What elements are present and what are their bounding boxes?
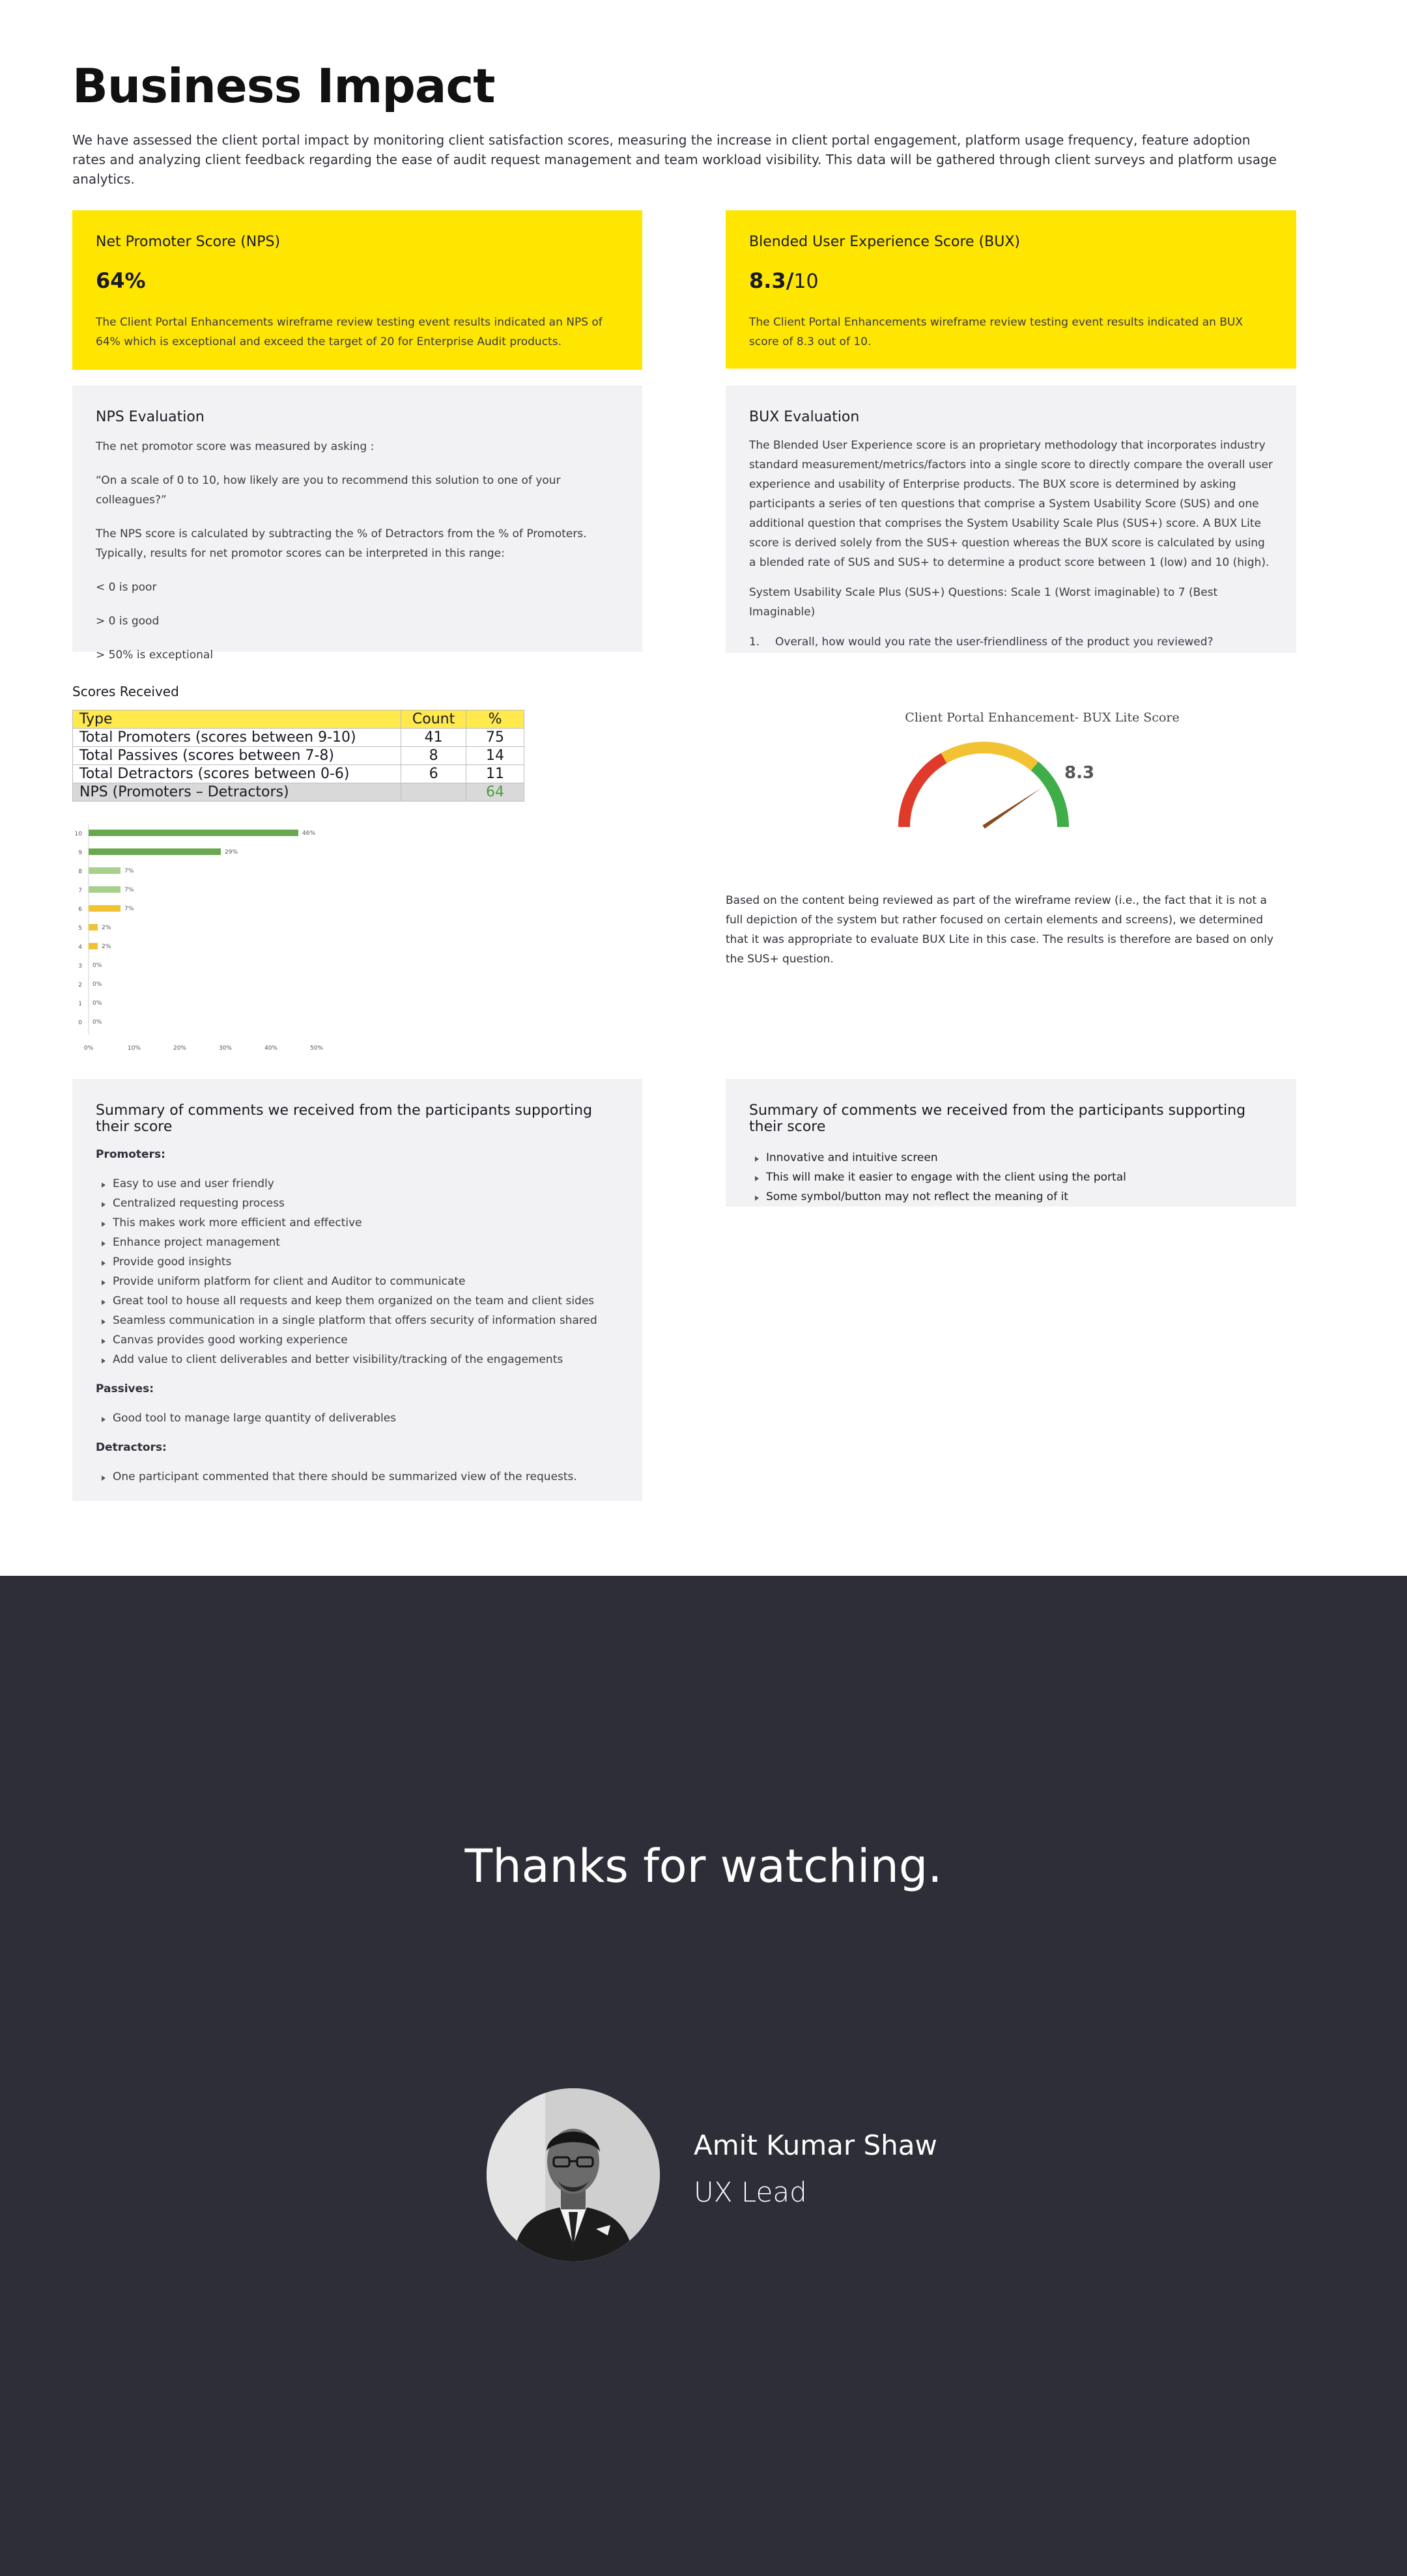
row-type: Total Detractors (scores between 0-6) — [73, 765, 401, 783]
thanks-footer — [0, 1576, 1407, 2576]
chart-data-label: 7% — [124, 887, 134, 893]
chart-category-label: 6 — [78, 906, 82, 913]
passives-label: Passives: — [96, 1382, 154, 1395]
scores-received-title: Scores Received — [72, 684, 179, 699]
chart-bar — [89, 905, 121, 912]
chart-category-label: 7 — [78, 888, 82, 894]
chart-data-label: 0% — [92, 1000, 102, 1007]
row-count: 6 — [401, 765, 466, 783]
bux-lite-note: Based on the content being reviewed as part of the wireframe review (i.e., the fact that it is not a full depiction of the system but rather focused on certain elements and screens), we determined that it was appropriate to evaluate BUX Lite in this case. The results is therefore are based on only the SUS+ question. — [726, 894, 1274, 966]
chart-bar — [89, 943, 98, 949]
chart-category-label: 8 — [78, 869, 82, 875]
sus-question-list — [749, 632, 1273, 652]
chart-tick-label: 30% — [218, 1045, 233, 1052]
row-type: Total Passives (scores between 7-8) — [73, 747, 401, 765]
nps-evaluation-card — [72, 385, 642, 662]
nps-eval-p2: “On a scale of 0 to 10, how likely are you to recommend this solution to one of your colleagues?” — [96, 474, 561, 507]
passive-comment: Good tool to manage large quantity of deliverables — [96, 1408, 619, 1428]
chart-category-label: 4 — [78, 944, 82, 951]
bux-eval-p1: The Blended User Experience score is an proprietary methodology that incorporates industry standard measurement/metrics/factors into a single score to directly compare the overall user experience and usability of Enterprise products. The BUX score is determined by asking participants a series of ten questions that comprise a System Usability Score (SUS) and one additional question that comprises the System Usability Scale Plus (SUS+) score. A BUX Lite score is derived solely from the SUS+ question whereas the BUX score is calculated by using a blended rate of SUS and SUS+ to determine a product score between 1 (low) and 10 (high). — [749, 439, 1273, 569]
promoters-label: Promoters: — [96, 1148, 165, 1161]
promoter-comment: Enhance project management — [96, 1233, 619, 1252]
gauge-band — [1034, 766, 1063, 827]
gauge-title: Client Portal Enhancement- BUX Lite Score — [905, 710, 1180, 725]
detractors-label: Detractors: — [96, 1441, 167, 1454]
promoter-comment: Centralized requesting process — [96, 1194, 619, 1213]
gauge-value-label: 8.3 — [1064, 763, 1095, 783]
table-row — [73, 747, 524, 765]
bux-comment: Innovative and intuitive screen — [749, 1148, 1273, 1168]
header-count: Count — [401, 710, 466, 729]
promoter-comment: Provide uniform platform for client and Auditor to communicate — [96, 1272, 619, 1291]
nps-card-heading: Net Promoter Score (NPS) — [96, 234, 281, 250]
nps-eval-p1: The net promotor score was measured by asking : — [96, 440, 375, 453]
person-name: Amit Kumar Shaw — [694, 2129, 937, 2161]
score-distribution-chart — [65, 824, 352, 1052]
nps-comments-heading: Summary of comments we received from the participants supporting their score — [96, 1102, 593, 1135]
promoter-comment: Provide good insights — [96, 1252, 619, 1272]
bux-comments-heading: Summary of comments we received from the participants supporting their score — [749, 1102, 1246, 1135]
scores-header-row — [73, 710, 524, 729]
bux-value — [749, 268, 1273, 293]
chart-category-label: 1 — [78, 1001, 82, 1007]
chart-bar — [89, 886, 121, 893]
row-percent: 75 — [466, 729, 524, 747]
person-role: UX Lead — [694, 2176, 807, 2208]
gauge-band — [904, 758, 944, 827]
chart-data-label: 29% — [225, 849, 238, 856]
table-row — [73, 729, 524, 747]
gauge-needle — [982, 788, 1042, 829]
bux-evaluation-card — [726, 385, 1296, 653]
chart-data-label: 7% — [124, 906, 134, 912]
row-count: 41 — [401, 729, 466, 747]
row-type: Total Promoters (scores between 9-10) — [73, 729, 401, 747]
nps-range-good: > 0 is good — [96, 615, 160, 628]
bux-card — [726, 210, 1296, 369]
bux-card-text: The Client Portal Enhancements wireframe review testing event results indicated an BUX score of 8.3 out of 10. — [749, 316, 1243, 348]
header-percent: % — [466, 710, 524, 729]
chart-category-label: 0 — [78, 1020, 82, 1026]
bux-comments-list — [749, 1148, 1273, 1207]
sus-question-number: 1. — [749, 636, 760, 649]
nps-value: 64% — [96, 268, 146, 293]
chart-data-label: 46% — [302, 830, 316, 837]
total-type: NPS (Promoters – Detractors) — [73, 783, 401, 802]
promoter-comment: Easy to use and user friendly — [96, 1174, 619, 1194]
promoter-comment: Canvas provides good working experience — [96, 1330, 619, 1350]
chart-data-label: 0% — [92, 962, 102, 969]
nps-total-row — [73, 783, 524, 802]
bux-value-of: 10 — [793, 270, 819, 293]
chart-category-label: 5 — [78, 925, 82, 932]
bux-value-main: 8.3/ — [749, 268, 794, 293]
nps-evaluation-heading: NPS Evaluation — [96, 409, 205, 425]
chart-category-label: 10 — [74, 831, 82, 837]
thanks-heading: Thanks for watching. — [464, 1840, 943, 1893]
sus-question-item — [749, 632, 1273, 652]
nps-card — [72, 210, 642, 370]
chart-bar — [89, 848, 221, 855]
nps-card-text: The Client Portal Enhancements wireframe review testing event results indicated an NPS of 64% which is exceptional and exceed the target of 20 for Enterprise Audit products. — [96, 316, 603, 348]
header-type: Type — [73, 710, 401, 729]
chart-category-label: 3 — [78, 963, 82, 970]
person-portrait-icon — [487, 2088, 660, 2261]
table-row — [73, 765, 524, 783]
chart-bar — [89, 830, 298, 836]
bux-evaluation-heading: BUX Evaluation — [749, 409, 860, 425]
row-count: 8 — [401, 747, 466, 765]
chart-data-label: 2% — [102, 944, 111, 950]
bux-lite-gauge — [873, 703, 1212, 840]
detractor-comment: One participant commented that there should be summarized view of the requests. — [96, 1467, 619, 1487]
chart-bar — [89, 924, 98, 931]
chart-bar — [89, 867, 121, 874]
promoter-comment: This makes work more efficient and effective — [96, 1213, 619, 1233]
chart-category-label: 9 — [78, 850, 82, 856]
promoters-list — [96, 1174, 619, 1369]
row-percent: 14 — [466, 747, 524, 765]
scores-table — [72, 710, 524, 802]
promoter-comment: Seamless communication in a single platform that offers security of information shared — [96, 1311, 619, 1330]
avatar — [487, 2088, 660, 2261]
chart-category-label: 2 — [78, 982, 82, 988]
row-percent: 11 — [466, 765, 524, 783]
chart-data-label: 2% — [102, 925, 111, 931]
total-percent: 64 — [466, 783, 524, 802]
chart-tick-label: 50% — [309, 1045, 324, 1052]
nps-comments-card — [72, 1079, 642, 1501]
intro-paragraph: We have assessed the client portal impact by monitoring client satisfaction scores, measuring the increase in client portal engagement, platform usage frequency, feature adoption rates and analyzing client feedback regarding the ease of audit request management and team workload visibility. This data will be gathered through client surveys and platform usage analytics. — [72, 132, 1277, 187]
bux-comment: Some symbol/button may not reflect the meaning of it — [749, 1187, 1273, 1207]
nps-range-exceptional: > 50% is exceptional — [96, 649, 214, 662]
total-count — [401, 783, 466, 802]
chart-tick-label: 10% — [127, 1045, 141, 1052]
sus-question-text: Overall, how would you rate the user-friendliness of the product you reviewed? — [775, 636, 1214, 649]
promoter-comment: Great tool to house all requests and keep them organized on the team and client sides — [96, 1291, 619, 1311]
bux-comment: This will make it easier to engage with the client using the portal — [749, 1168, 1273, 1187]
chart-data-label: 7% — [124, 868, 134, 875]
bux-eval-p2: System Usability Scale Plus (SUS+) Questions: Scale 1 (Worst imaginable) to 7 (Best Imaginable) — [749, 586, 1218, 619]
chart-tick-label: 0% — [83, 1045, 94, 1052]
promoter-comment: Add value to client deliverables and better visibility/tracking of the engagements — [96, 1350, 619, 1369]
gauge-band — [944, 748, 1034, 766]
nps-range-poor: < 0 is poor — [96, 581, 157, 594]
bux-card-heading: Blended User Experience Score (BUX) — [749, 234, 1021, 250]
chart-tick-label: 40% — [264, 1045, 278, 1052]
chart-data-label: 0% — [92, 1019, 102, 1026]
chart-tick-label: 20% — [173, 1045, 187, 1052]
nps-eval-p3: The NPS score is calculated by subtracting the % of Detractors from the % of Promoters. Typically, results for net promotor scores can be interpreted in this range: — [96, 527, 587, 560]
page-title: Business Impact — [72, 59, 495, 113]
passives-list — [96, 1408, 619, 1428]
bux-comments-card — [726, 1079, 1296, 1207]
chart-data-label: 0% — [92, 981, 102, 988]
detractors-list — [96, 1467, 619, 1487]
